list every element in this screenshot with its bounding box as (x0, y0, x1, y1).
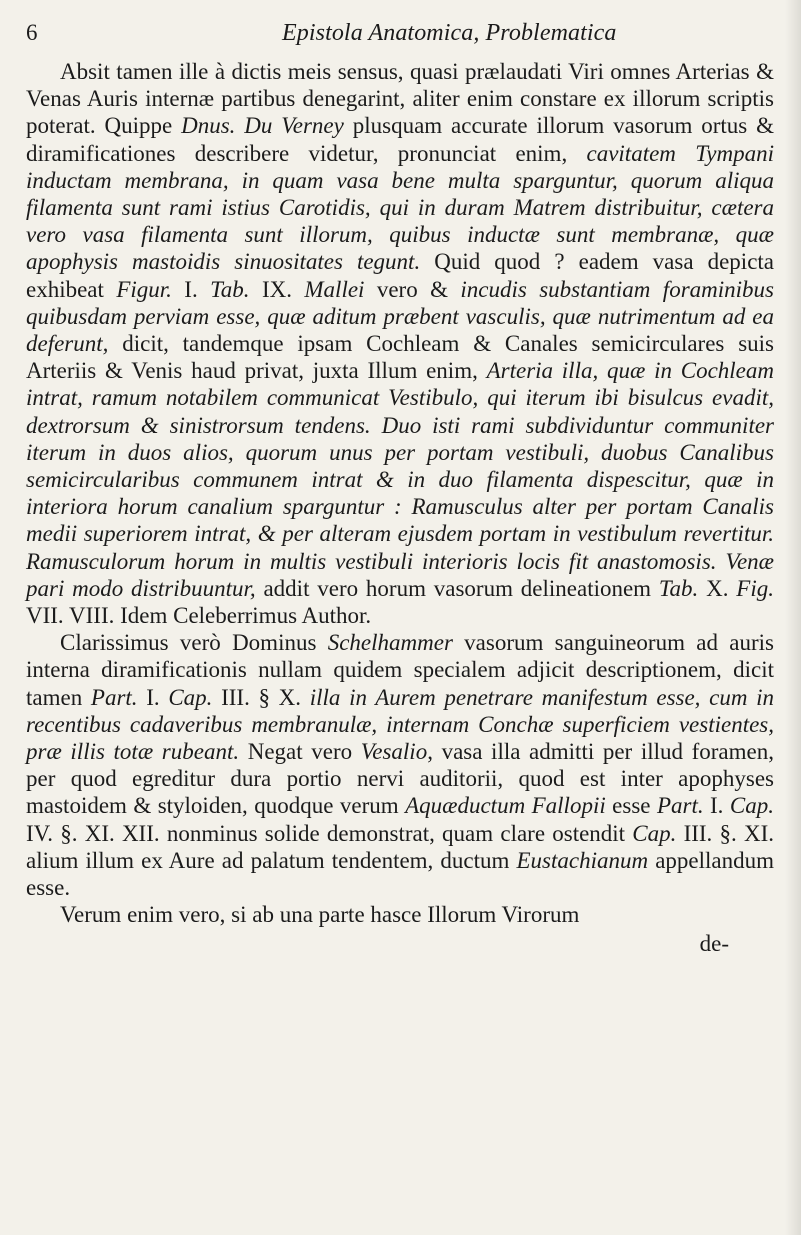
text-segment-italic: Tab. (210, 276, 250, 302)
text-segment: X. (698, 575, 737, 601)
paragraph-3 (26, 901, 774, 928)
text-segment-italic: Eustachianum (516, 847, 649, 873)
text-segment-italic: cavitatem Tympani inductam membrana, in quam vasa bene multa sparguntur, quorum aliqua filamenta sunt rami istius Carotidis, qui in duram Matrem distribuitur, cætera vero vasa filamenta sunt illorum, quibus inductæ sunt membranæ, quæ apophysis mastoidis sinuositates tegunt. (26, 140, 774, 275)
paragraph-1 (26, 58, 774, 629)
text-segment: IX. (249, 276, 305, 302)
text-segment-italic: Dnus. Du Verney (181, 113, 344, 139)
text-segment: Absit tamen ille à dictis meis sensus, quasi prælaudati Viri omnes Arterias & Venas Auris internæ partibus denegarint, aliter enim constare ex illorum scriptis poterat. Quippe (26, 59, 774, 139)
text-segment: esse (605, 793, 657, 819)
text-segment-italic: Cap. (632, 820, 677, 846)
text-segment: III. §. XI. alium illum ex Aure ad palatum tendentem, ductum (26, 820, 774, 873)
text-segment: I. (171, 276, 211, 302)
text-segment-italic: Arteria illa, quæ in Cochleam intrat, ramum notabilem communicat Vestibulo, qui iterum ibi bisulcus evadit, dextrorsum & sinistrorsum tendens. Duo isti rami subdividuntur communiter iterum in duos alios, quorum unus per portam vestibuli, duobus Canalibus semicircularibus communem intrat & in duo filamenta dispescitur, quæ in interiora horum canalium sparguntur : Ramusculus alter per portam Canalis medii superiorem intrat, & per alteram ejusdem portam in vestibulum revertitur. Ramusculorum horum in multis vestibuli interioris locis fit anastomosis. Venæ pari modo distribuuntur, (26, 358, 774, 601)
text-segment-italic: Part. (656, 793, 704, 819)
text-segment: III. § X. (212, 684, 310, 710)
text-segment: Negat vero (239, 739, 361, 765)
text-segment: VII. VIII. Idem Celeberrimus Author. (26, 603, 372, 629)
text-segment-italic: Aquæductum Fallopii (405, 793, 606, 819)
text-segment: plusquam accurate illorum vasorum ortus & diramificationes describere videtur, pronunciat enim, (26, 113, 774, 166)
catchword: de- (699, 930, 729, 956)
text-segment-italic: incudis substantiam foraminibus quibusdam perviam esse, quæ aditum præbent vasculis, quæ nutrimentum ad ea deferunt, (26, 276, 774, 357)
text-segment-italic: Cap. (168, 684, 213, 710)
text-segment: vero & (364, 276, 461, 302)
text-segment: appellandum esse. (26, 847, 775, 901)
text-segment-italic: Mallei (304, 276, 365, 302)
text-segment: Quid quod ? eadem vasa depicta exhibeat (26, 249, 775, 302)
text-segment-italic: Part. (90, 684, 138, 710)
text-segment: I. (703, 793, 730, 819)
text-segment-italic: Vesalio (360, 739, 428, 765)
page-header (26, 18, 779, 48)
text-segment: vasorum sanguineorum ad auris interna diramificationis nullam quidem specialem adjicit descriptionem, dicit tamen (26, 630, 774, 710)
text-segment: , vasa illa admitti per illud foramen, per quod egreditur dura portio nervi auditorii, quod est inter apophyses mastoidem & styloiden, quodque verum (26, 739, 774, 819)
text-segment: I. (137, 684, 169, 710)
page-edge-shadow (785, 0, 801, 1235)
text-segment-italic: Cap. (729, 793, 774, 819)
text-segment-italic: Tab. (658, 575, 699, 601)
page-number: 6 (26, 20, 38, 45)
text-segment-italic: Fig. (736, 575, 774, 601)
text-segment: Verum enim vero, si ab una parte hasce Illorum Virorum (60, 902, 580, 928)
text-segment: addit vero horum vasorum delineationem (255, 575, 659, 601)
text-segment-italic: Figur. (116, 276, 172, 302)
text-segment-italic: Schelhammer (327, 630, 453, 656)
text-segment-italic: illa in Aurem penetrare manifestum esse, cum in recentibus cadaveribus membranulæ, internam Conchæ superficiem vestientes, præ illis totæ rubeant. (26, 684, 775, 765)
running-head: Epistola Anatomica, Problematica (282, 20, 617, 46)
text-segment: Clarissimus verò Dominus (60, 630, 328, 656)
text-segment: dicit, tandemque ipsam Cochleam & Canales semicirculares suis Arteriis & Venis haud privat, juxta Illum enim, (26, 331, 774, 384)
paragraph-2 (26, 629, 774, 901)
text-segment: IV. §. XI. XII. nonminus solide demonstrat, quam clare ostendit (26, 820, 633, 846)
